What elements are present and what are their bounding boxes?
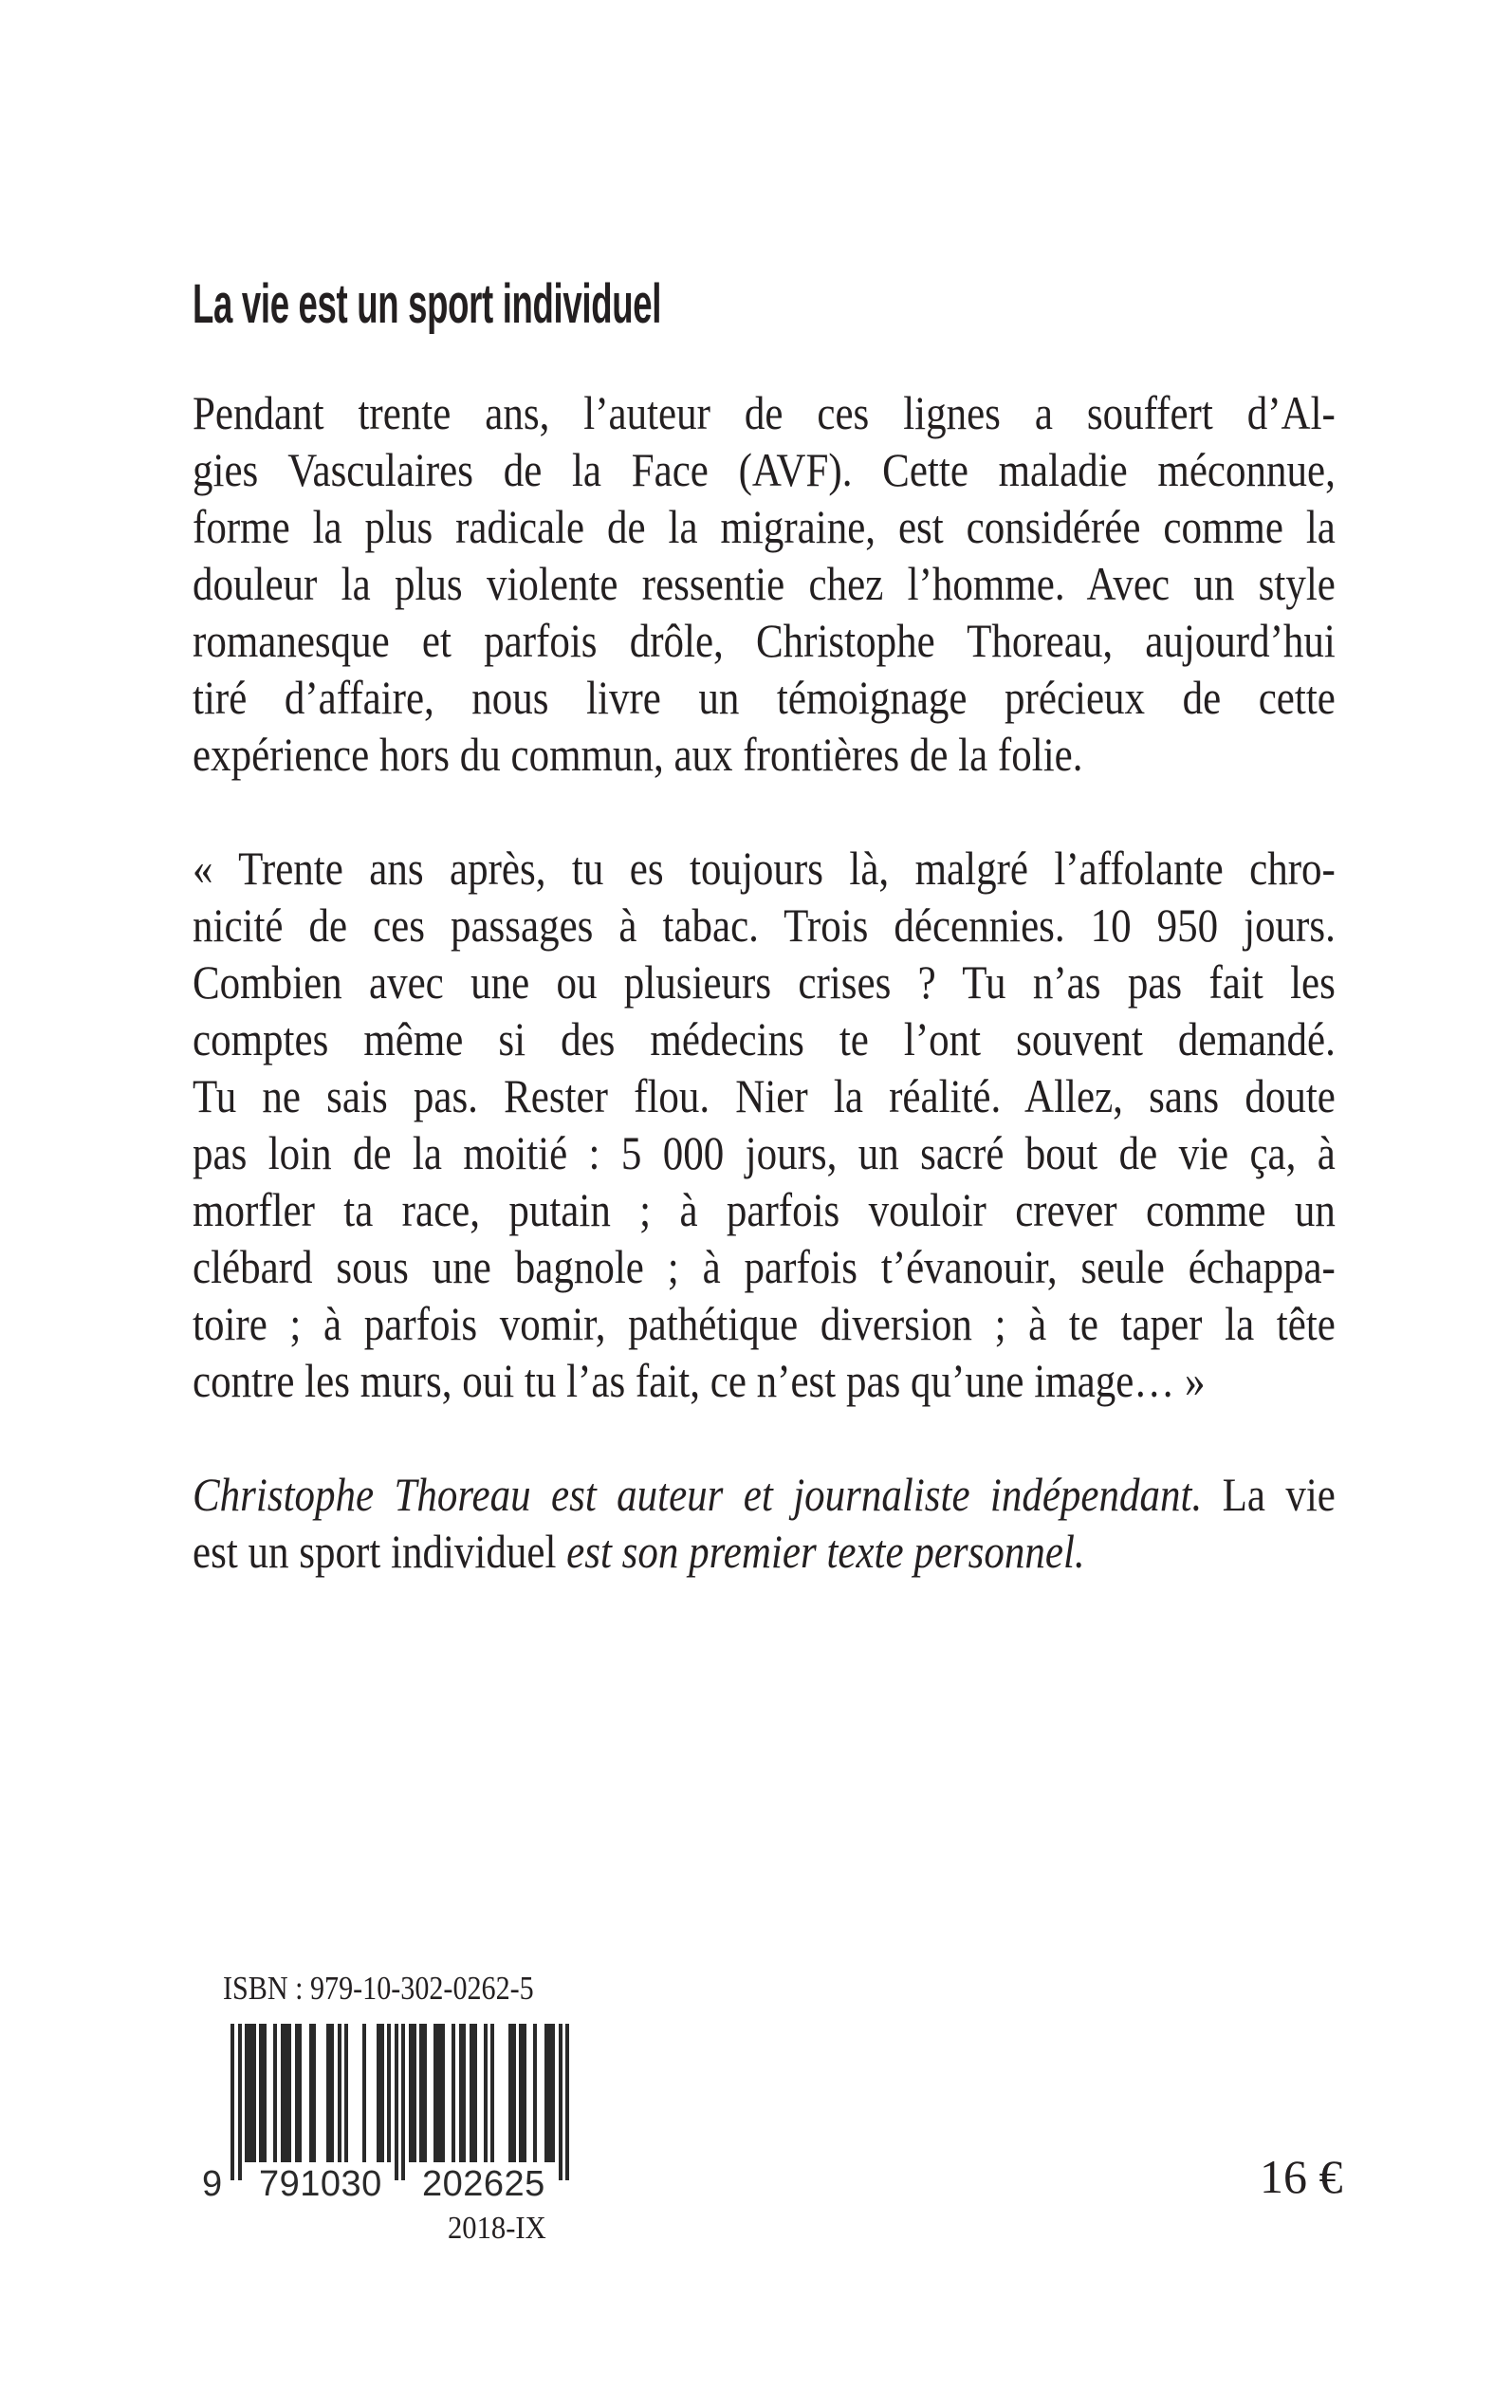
excerpt-line: Tu ne sais pas. Rester flou. Nier la réalité. Allez, sans doute xyxy=(193,1069,1336,1122)
barcode-digits-right: 202625 xyxy=(422,2164,545,2204)
summary-line: tiré d’affaire, nous livre un témoignage précieux de cette xyxy=(193,671,1336,724)
excerpt-line: clébard sous une bagnole ; à parfois t’évanouir, seule échappa- xyxy=(193,1240,1336,1293)
barcode-bar xyxy=(551,2024,555,2162)
excerpt-line: pas loin de la moitié : 5 000 jours, un sacré bout de vie ça, à xyxy=(193,1126,1336,1179)
barcode-bar xyxy=(523,2024,526,2162)
isbn-label: ISBN : 979-10-302-0262-5 xyxy=(223,1970,534,2007)
barcode-bar xyxy=(484,2024,488,2162)
summary-line: expérience hors du commun, aux frontières de la folie. xyxy=(193,728,1083,781)
barcode-bar xyxy=(473,2024,477,2162)
barcode-bar xyxy=(238,2024,242,2180)
barcode-bar xyxy=(533,2024,537,2162)
bio-line xyxy=(193,1523,1336,1580)
barcode-bar xyxy=(395,2024,398,2180)
bio-title-roman: est un sport individuel xyxy=(193,1525,557,1578)
barcode-bar xyxy=(512,2024,516,2162)
barcode-bar xyxy=(423,2024,427,2162)
summary-paragraph xyxy=(193,384,1336,783)
edition-code: 2018-IX xyxy=(448,2211,546,2246)
barcode-bar xyxy=(298,2024,302,2162)
barcode-bar xyxy=(338,2024,341,2162)
summary-line: romanesque et parfois drôle, Christophe Thoreau, aujourd’hui xyxy=(193,614,1336,667)
excerpt-line: contre les murs, oui tu l’as fait, ce n’est pas qu’une image… » xyxy=(193,1354,1206,1407)
price: 16 € xyxy=(1260,2150,1343,2203)
barcode-bar xyxy=(559,2024,562,2180)
author-bio-paragraph xyxy=(193,1466,1336,1580)
excerpt-line: Combien avec une ou plusieurs crises ? Tu n’as pas fait les xyxy=(193,955,1336,1009)
barcode-bar xyxy=(273,2024,277,2162)
barcode-bar xyxy=(387,2024,391,2162)
summary-line: forme la plus radicale de la migraine, est considérée comme la xyxy=(193,500,1336,553)
barcode-bar xyxy=(230,2024,234,2180)
barcode-bar xyxy=(401,2024,405,2180)
barcode-bar xyxy=(452,2024,455,2162)
book-title: La vie est un sport individuel xyxy=(193,273,662,335)
excerpt-line: morfler ta race, putain ; à parfois vouloir crever comme un xyxy=(193,1183,1336,1236)
barcode-bar xyxy=(565,2024,569,2180)
barcode-digit-first: 9 xyxy=(202,2164,223,2204)
bio-italic-tail: est son premier texte personnel. xyxy=(556,1525,1085,1578)
barcode-bar xyxy=(344,2024,348,2162)
barcode-bar xyxy=(252,2024,256,2162)
excerpt-line: toire ; à parfois vomir, pathétique diversion ; à te taper la tête xyxy=(193,1297,1336,1350)
barcode-bar xyxy=(287,2024,291,2162)
excerpt-line: comptes même si des médecins te l’ont souvent demandé. xyxy=(193,1012,1336,1065)
bio-title-roman: La vie xyxy=(1202,1468,1336,1521)
excerpt-line: nicité de ces passages à tabac. Trois décennies. 10 950 jours. xyxy=(193,898,1336,952)
excerpt-line: « Trente ans après, tu es toujours là, malgré l’affolante chro- xyxy=(193,842,1336,895)
barcode-digits-left: 791030 xyxy=(259,2164,382,2204)
excerpt-paragraph xyxy=(193,840,1336,1409)
summary-line: gies Vasculaires de la Face (AVF). Cette maladie méconnue, xyxy=(193,443,1336,496)
barcode-bar xyxy=(380,2024,384,2162)
barcode-bar xyxy=(330,2024,334,2162)
summary-line: Pendant trente ans, l’auteur de ces lignes a souffert d’Al- xyxy=(193,386,1336,439)
barcode-bar xyxy=(462,2024,466,2162)
summary-line: douleur la plus violente ressentie chez l’homme. Avec un style xyxy=(193,557,1336,610)
barcode-bar xyxy=(312,2024,316,2162)
bio-line xyxy=(193,1466,1336,1523)
barcode-bar xyxy=(413,2024,416,2162)
barcode-bar xyxy=(441,2024,445,2162)
bio-author-italic: Christophe Thoreau est auteur et journaliste indépendant. xyxy=(193,1468,1203,1521)
ean13-barcode xyxy=(230,2024,569,2180)
barcode-bar xyxy=(263,2024,267,2162)
barcode-bar xyxy=(490,2024,494,2162)
barcode-bar xyxy=(362,2024,366,2162)
